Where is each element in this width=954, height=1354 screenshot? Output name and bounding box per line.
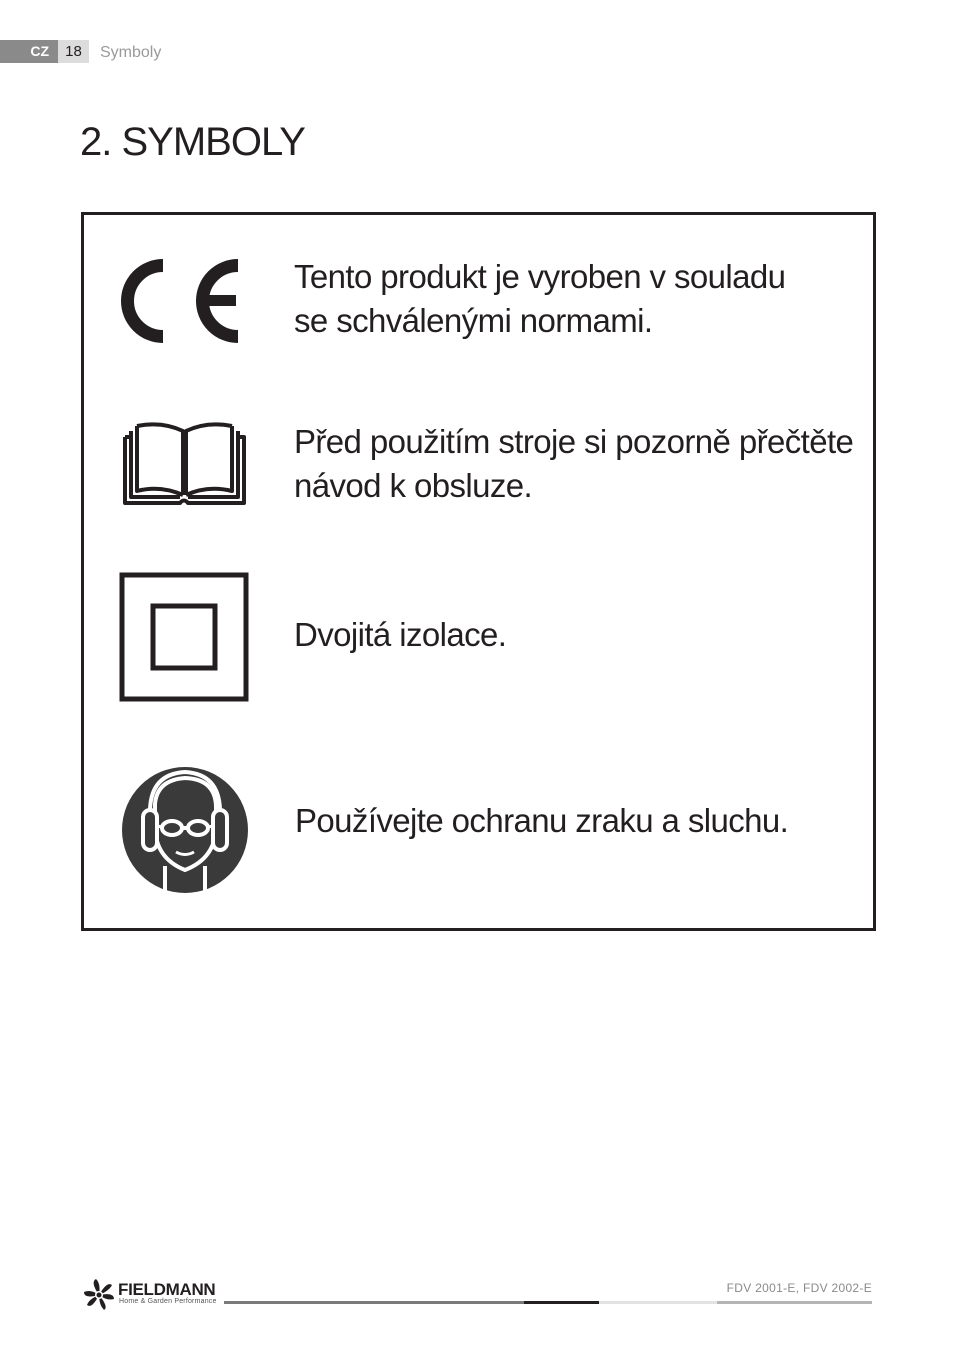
model-numbers: FDV 2001-E, FDV 2002-E [726, 1281, 872, 1295]
symbol-text-protection: Používejte ochranu zraku a sluchu. [295, 802, 789, 839]
footer-rule-mid [717, 1301, 872, 1304]
open-book-icon [122, 419, 247, 507]
brand-name: FIELDMANN [118, 1280, 216, 1299]
section-name: Symboly [100, 44, 162, 61]
eye-ear-protection-icon [121, 766, 249, 894]
footer-rule-light [599, 1301, 717, 1304]
symbol-text-manual: Před použitím stroje si pozorně přečtěte návod k obsluze. [294, 423, 854, 504]
ce-mark-icon [119, 255, 244, 347]
footer-rule-dark [224, 1301, 524, 1304]
language-tab: CZ [0, 40, 58, 63]
symbol-text-ce: Tento produkt je vyroben v souladu se schválenými normami. [294, 258, 786, 339]
brand-logo [82, 1277, 222, 1313]
symbols-box [81, 212, 876, 931]
symbol-text-insulation: Dvojitá izolace. [294, 616, 507, 653]
brand-tagline: Home & Garden Performance [119, 1298, 217, 1305]
fan-logo-icon [82, 1278, 116, 1312]
page-number: 18 [58, 40, 89, 63]
double-insulation-icon [119, 572, 249, 702]
footer-rule-accent [524, 1301, 599, 1304]
page-title: 2. SYMBOLY [80, 120, 305, 164]
